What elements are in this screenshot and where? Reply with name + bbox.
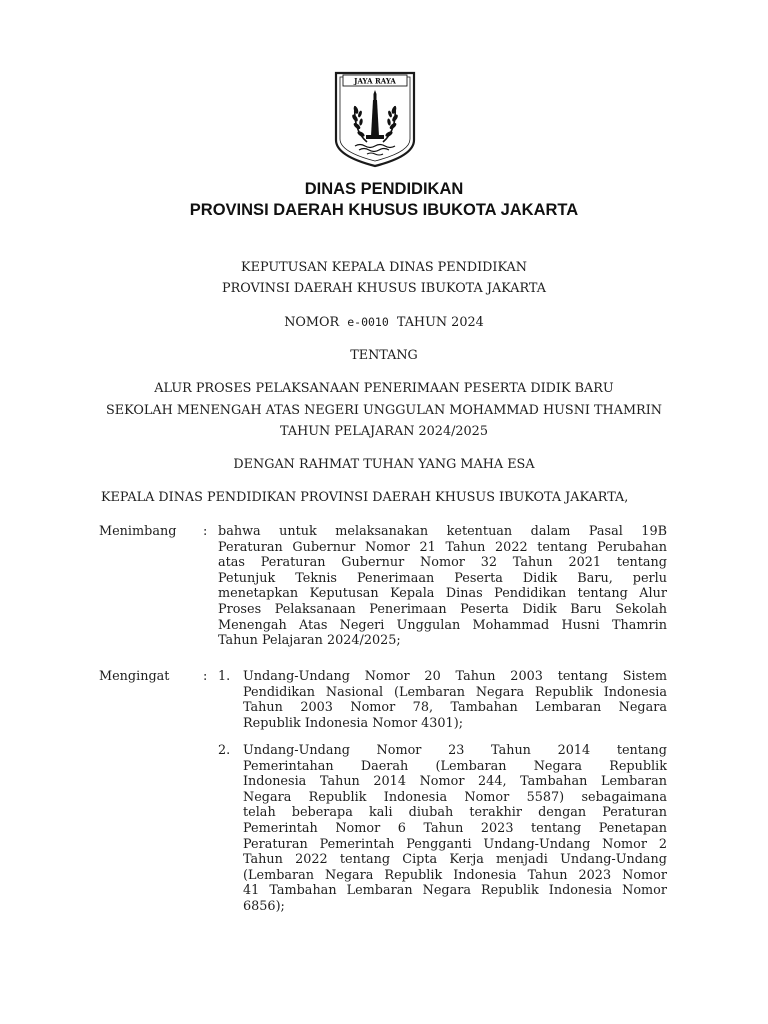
mengingat-line: Tahun 2003 Nomor 78, Tambahan Lembaran Negara <box>243 700 667 716</box>
mengingat-line: telah beberapa kali diubah terakhir dengan Peraturan <box>243 805 667 821</box>
mengingat-line: Undang-Undang Nomor 23 Tahun 2014 tentang <box>243 743 667 758</box>
menimbang-line: menetapkan Keputusan Kepala Dinas Pendidikan tentang Alur <box>218 586 667 602</box>
jakarta-coat-of-arms-icon <box>333 70 417 168</box>
agency-province: PROVINSI DAERAH KHUSUS IBUKOTA JAKARTA <box>189 201 579 219</box>
mengingat-label: Mengingat <box>99 669 170 684</box>
decree-title-line2: PROVINSI DAERAH KHUSUS IBUKOTA JAKARTA <box>222 281 546 296</box>
mengingat-line: Pemerintahan Daerah (Lembaran Negara Republik <box>243 758 667 774</box>
decree-title-line1: KEPUTUSAN KEPALA DINAS PENDIDIKAN <box>241 260 527 275</box>
menimbang-line: bahwa untuk melaksanakan ketentuan dalam Pasal 19B <box>218 524 667 539</box>
mengingat-colon: : <box>203 669 208 684</box>
mengingat-item-number: 2. <box>218 743 231 758</box>
menimbang-line: Petunjuk Teknis Penerimaan Peserta Didik Baru, perlu <box>218 570 667 586</box>
mengingat-item-2 <box>243 743 667 915</box>
tahun-value: 2024 <box>451 315 484 330</box>
decree-subject-line1: ALUR PROSES PELAKSANAAN PENERIMAAN PESERTA DIDIK BARU <box>154 381 614 396</box>
menimbang-text <box>218 524 667 649</box>
crest-banner-text: JAYA RAYA <box>354 76 396 86</box>
mengingat-line: Peraturan Pemerintah Pengganti Undang-Undang Nomor 2 <box>243 836 667 852</box>
mengingat-line: Indonesia Tahun 2014 Nomor 244, Tambahan Lembaran <box>243 774 667 790</box>
issuer-line: KEPALA DINAS PENDIDIKAN PROVINSI DAERAH KHUSUS IBUKOTA JAKARTA, <box>101 490 629 505</box>
mengingat-line: Pemerintah Nomor 6 Tahun 2023 tentang Penetapan <box>243 820 667 836</box>
mengingat-line: (Lembaran Negara Republik Indonesia Tahun 2023 Nomor <box>243 867 667 883</box>
menimbang-line: Tahun Pelajaran 2024/2025; <box>218 633 401 649</box>
blessing-line: DENGAN RAHMAT TUHAN YANG MAHA ESA <box>233 457 535 472</box>
mengingat-line: Republik Indonesia Nomor 4301); <box>243 715 464 731</box>
menimbang-line: Peraturan Gubernur Nomor 21 Tahun 2022 tentang Perubahan <box>218 539 667 555</box>
menimbang-line: Menengah Atas Negeri Unggulan Mohammad Husni Thamrin <box>218 617 667 633</box>
decree-subject-line3: TAHUN PELAJARAN 2024/2025 <box>280 424 488 439</box>
menimbang-line: Proses Pelaksanaan Penerimaan Peserta Didik Baru Sekolah <box>218 601 667 617</box>
mengingat-line: Pendidikan Nasional (Lembaran Negara Republik Indonesia <box>243 684 667 700</box>
mengingat-line: Tahun 2022 tentang Cipta Kerja menjadi Undang-Undang <box>243 852 667 868</box>
mengingat-line: Undang-Undang Nomor 20 Tahun 2003 tentang Sistem <box>243 669 667 684</box>
mengingat-item-1 <box>243 669 667 731</box>
nomor-value: e-0010 <box>347 315 389 329</box>
mengingat-line: Negara Republik Indonesia Nomor 5587) sebagaimana <box>243 789 667 805</box>
tentang-heading: TENTANG <box>350 348 418 363</box>
menimbang-colon: : <box>203 524 208 539</box>
menimbang-label: Menimbang <box>99 524 177 539</box>
tahun-label: TAHUN <box>396 315 448 330</box>
mengingat-item-number: 1. <box>218 669 231 684</box>
mengingat-line: 6856); <box>243 898 285 914</box>
decree-subject-line2: SEKOLAH MENENGAH ATAS NEGERI UNGGULAN MOHAMMAD HUSNI THAMRIN <box>106 403 662 418</box>
menimbang-line: atas Peraturan Gubernur Nomor 32 Tahun 2021 tentang <box>218 555 667 571</box>
mengingat-line: 41 Tambahan Lembaran Negara Republik Indonesia Nomor <box>243 883 667 899</box>
decree-number-line <box>0 315 768 330</box>
nomor-label: NOMOR <box>284 315 340 330</box>
agency-name: DINAS PENDIDIKAN <box>304 180 464 198</box>
